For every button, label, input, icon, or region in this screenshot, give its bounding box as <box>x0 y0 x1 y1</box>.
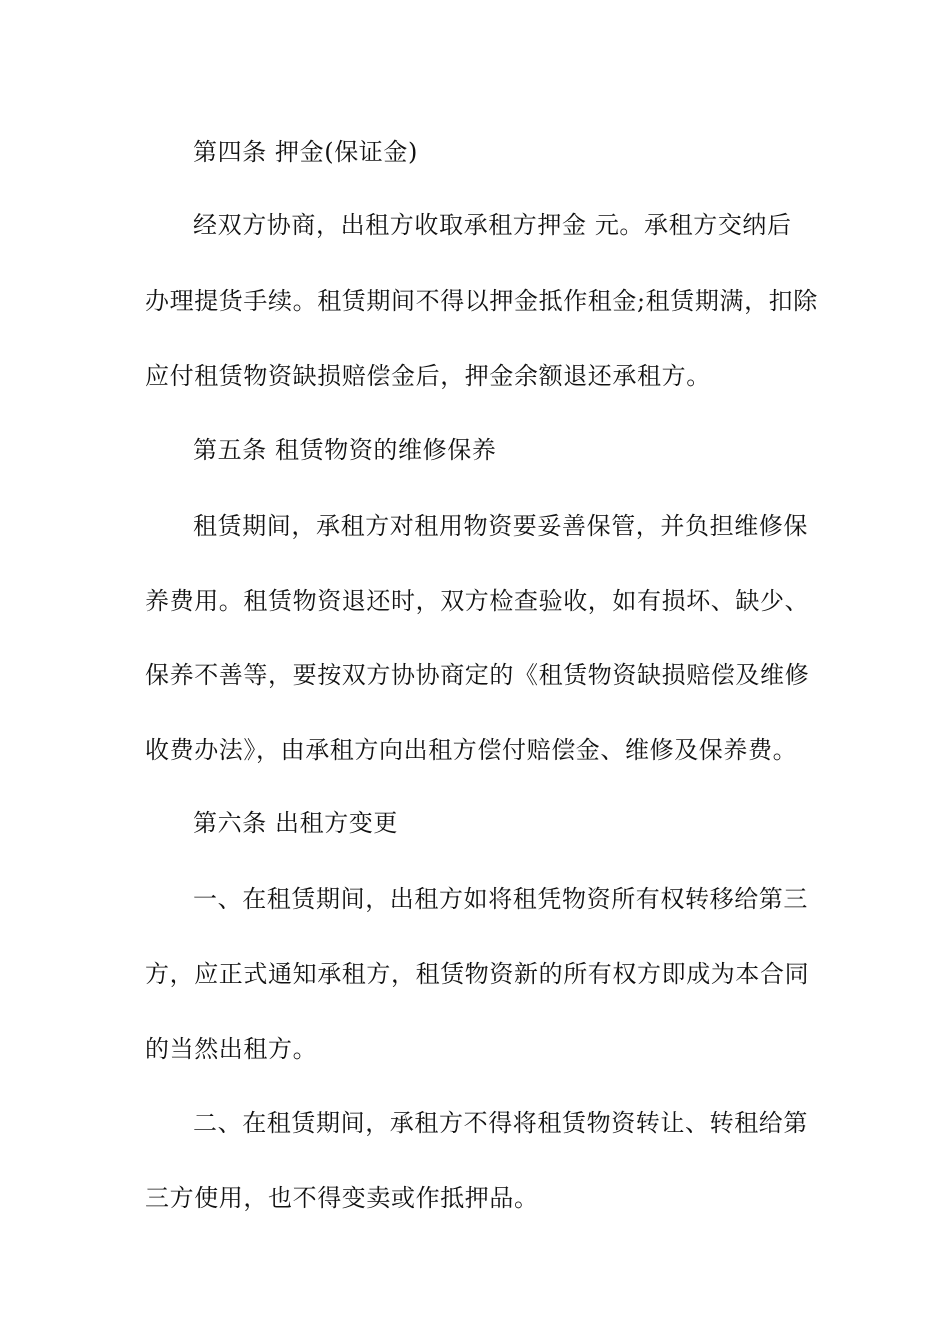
paragraph-line: 收费办法》，由承租方向出租方偿付赔偿金、维修及保养费。 <box>145 736 798 764</box>
paragraph-line: 办理提货手续。租赁期间不得以押金抵作租金;租赁期满，扣除 <box>145 287 818 315</box>
paragraph-line: 租赁期间，承租方对租用物资要妥善保管，并负担维修保 <box>193 512 808 540</box>
paragraph-line: 保养不善等，要按双方协协商定的《租赁物资缺损赔偿及维修 <box>145 661 810 689</box>
paragraph-line: 经双方协商，出租方收取承租方押金 元。承租方交纳后 <box>193 211 792 239</box>
article-6-heading: 第六条 出租方变更 <box>193 809 399 837</box>
paragraph-line: 方，应正式通知承租方，租赁物资新的所有权方即成为本合同 <box>145 960 810 988</box>
paragraph-line: 应付租赁物资缺损赔偿金后，押金余额退还承租方。 <box>145 362 711 390</box>
paragraph-line: 三方使用，也不得变卖或作抵押品。 <box>145 1184 539 1212</box>
paragraph-line: 养费用。租赁物资退还时，双方检查验收，如有损坏、缺少、 <box>145 587 810 615</box>
paragraph-line: 二、在租赁期间，承租方不得将租赁物资转让、转租给第 <box>193 1109 808 1137</box>
paragraph-line: 一、在租赁期间，出租方如将租凭物资所有权转移给第三 <box>193 885 808 913</box>
article-5-heading: 第五条 租赁物资的维修保养 <box>193 436 497 464</box>
paragraph-line: 的当然出租方。 <box>145 1035 318 1063</box>
article-4-heading: 第四条 押金(保证金) <box>193 138 418 166</box>
